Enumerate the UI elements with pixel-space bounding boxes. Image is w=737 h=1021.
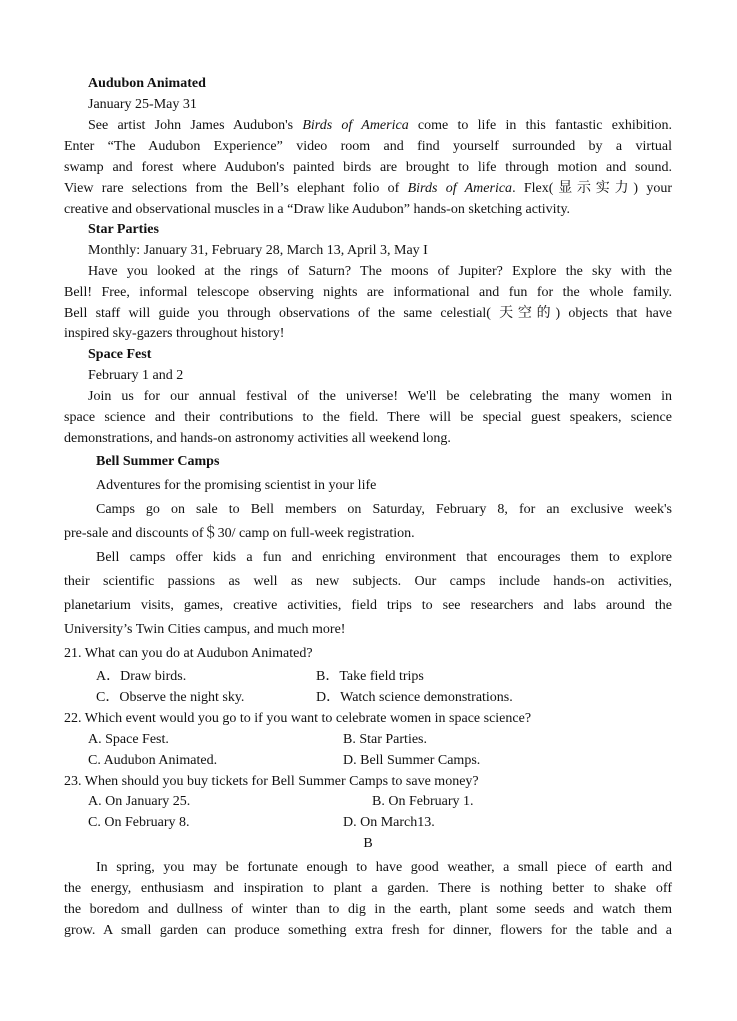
question-22-option-d: D. Bell Summer Camps.: [343, 753, 481, 768]
text-run: View rare selections from the Bell’s elephant folio of: [64, 181, 408, 196]
camps-p2-line-1: Bell camps offer kids a fun and enriching environment that encourages them to explore: [96, 550, 672, 565]
audubon-line-4: [64, 178, 672, 199]
audubon-dates: January 25-May 31: [88, 97, 197, 112]
question-23-option-b: B. On February 1.: [372, 794, 474, 809]
question-23-option-c: C. On February 8.: [88, 815, 190, 830]
camps-title: Bell Summer Camps: [96, 454, 220, 469]
audubon-title: Audubon Animated: [88, 76, 206, 91]
camps-p2-line-4: University’s Twin Cities campus, and much more!: [64, 622, 346, 637]
audubon-line-3: swamp and forest where Audubon's painted birds are brought to life through motion and sound.: [64, 160, 672, 175]
question-21-option-d: D．Watch science demonstrations.: [316, 690, 513, 705]
audubon-line-2: Enter “The Audubon Experience” video room and find yourself surrounded by a virtual: [64, 139, 672, 154]
question-23-option-a: A. On January 25.: [88, 794, 191, 809]
question-22-option-b: B. Star Parties.: [343, 732, 427, 747]
text-run: . Flex(显示实力) your: [512, 181, 672, 196]
question-21-stem: 21. What can you do at Audubon Animated?: [64, 646, 313, 661]
space-line-1: Join us for our annual festival of the universe! We'll be celebrating the many women in: [88, 389, 672, 404]
space-dates: February 1 and 2: [88, 368, 184, 383]
section-b-label: B: [363, 836, 373, 851]
star-line-2: Bell! Free, informal telescope observing nights are informational and fun for the whole family.: [64, 285, 672, 300]
star-line-1: Have you looked at the rings of Saturn? The moons of Jupiter? Explore the sky with the: [88, 264, 672, 279]
audubon-line-5: creative and observational muscles in a “Draw like Audubon” hands-on sketching activity.: [64, 202, 571, 217]
camps-p1-line-1: Camps go on sale to Bell members on Saturday, February 8, for an exclusive week's: [96, 502, 672, 517]
question-22-option-c: C. Audubon Animated.: [88, 753, 218, 768]
space-title: Space Fest: [88, 347, 152, 362]
question-21-option-c: C．Observe the night sky.: [96, 690, 245, 705]
question-21-option-b: B．Take field trips: [316, 669, 424, 684]
section-b-line-2: the energy, enthusiasm and inspiration to plant a garden. There is nothing better to shake off: [64, 881, 672, 896]
star-line-3: Bell staff will guide you through observations of the same celestial( 天空的) objects that have: [64, 306, 672, 321]
question-23-stem: 23. When should you buy tickets for Bell Summer Camps to save money?: [64, 774, 479, 789]
camps-p1-line-2: pre-sale and discounts of＄30/ camp on full-week registration.: [64, 526, 415, 541]
question-21-option-a: A．Draw birds.: [96, 669, 187, 684]
star-dates: Monthly: January 31, February 28, March 13, April 3, May I: [88, 243, 428, 258]
section-b-line-1: In spring, you may be fortunate enough to have good weather, a small piece of earth and: [96, 860, 672, 875]
question-22-option-a: A. Space Fest.: [88, 732, 169, 747]
space-line-3: demonstrations, and hands-on astronomy activities all weekend long.: [64, 431, 451, 446]
text-run: come to life in this fantastic exhibition.: [408, 118, 672, 133]
book-title: Birds of America: [407, 181, 513, 196]
question-23-option-d: D. On March13.: [343, 815, 435, 830]
section-b-line-4: grow. A small garden can produce something extra fresh for dinner, flowers for the table and a: [64, 923, 672, 938]
space-line-2: space science and their contributions to the field. There will be special guest speakers, science: [64, 410, 672, 425]
book-title: Birds of America: [302, 118, 409, 133]
section-b-line-3: the boredom and dullness of winter than to dig in the earth, plant some seeds and watch them: [64, 902, 672, 917]
star-line-4: inspired sky-gazers throughout history!: [64, 326, 285, 341]
audubon-line-1: [88, 115, 672, 136]
star-title: Star Parties: [88, 222, 159, 237]
camps-p2-line-2: their scientific passions as well as new subjects. Our camps include hands-on activities,: [64, 574, 672, 589]
text-run: See artist John James Audubon's: [88, 118, 303, 133]
question-22-stem: 22. Which event would you go to if you want to celebrate women in space science?: [64, 711, 532, 726]
camps-subtitle: Adventures for the promising scientist in your life: [96, 478, 377, 493]
camps-p2-line-3: planetarium visits, games, creative activities, field trips to see researchers and labs around the: [64, 598, 672, 613]
